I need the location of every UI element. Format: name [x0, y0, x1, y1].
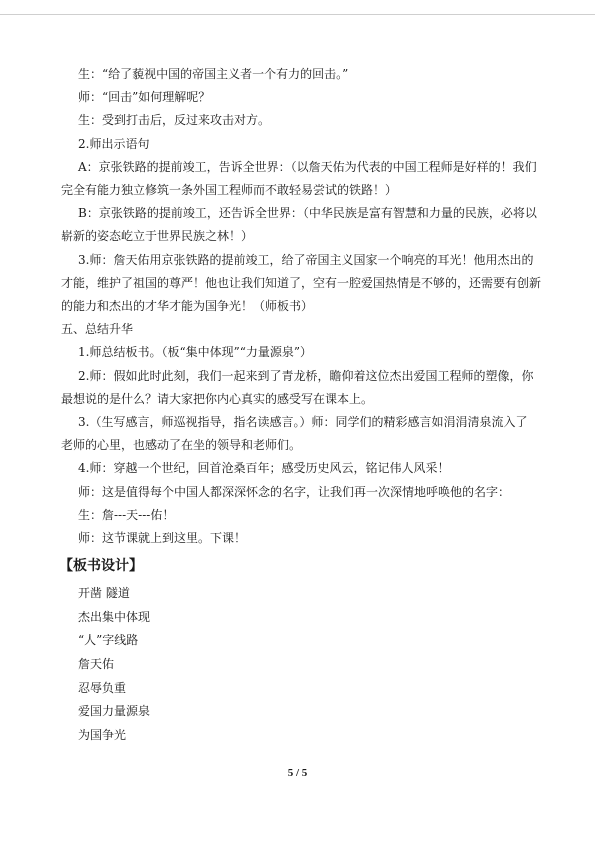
- board-design-line: 开凿 隧道: [78, 586, 130, 601]
- paragraph-line: 师：“回击”如何理解呢？: [78, 90, 211, 105]
- board-design-line: “人”字线路: [78, 633, 139, 648]
- paragraph-line: 才能，维护了祖国的尊严！他也让我们知道了，空有一腔爱国热情是不够的，还需要有创新: [61, 275, 542, 290]
- paragraph-line: 2.师出示语句: [78, 136, 150, 151]
- paragraph-line: 生：受到打击后，反过来攻击对方。: [78, 113, 271, 128]
- page-number: 5 / 5: [287, 767, 308, 779]
- paragraph-line: 师：这是值得每个中国人都深深怀念的名字，让我们再一次深情地呼唤他的名字：: [78, 484, 511, 499]
- header-rule: [0, 14, 595, 15]
- paragraph-line: 3.师：詹天佑用京张铁路的提前竣工，给了帝国主义国家一个响亮的耳光！他用杰出的: [78, 252, 534, 267]
- board-design-line: 爱国力量源泉: [78, 704, 151, 719]
- board-design-line: 杰出集中体现: [78, 609, 151, 624]
- paragraph-line: 3.（生写感言，师巡视指导，指名读感言。）师：同学们的精彩感言如涓涓清泉流入了: [78, 415, 528, 430]
- paragraph-line: B：京张铁路的提前竣工，还告诉全世界：（中华民族是富有智慧和力量的民族，必将以: [78, 206, 537, 221]
- board-design-list: [61, 582, 541, 747]
- paragraph-line: 4.师：穿越一个世纪，回首沧桑百年；感受历史风云，铭记伟人风采！: [78, 461, 450, 476]
- paragraph-line: 师：这节课就上到这里。下课！: [78, 531, 247, 546]
- paragraph-line: 的能力和杰出的才华才能为国争光！（师板书）: [61, 299, 314, 314]
- paragraph-line: 生：“给了藐视中国的帝国主义者一个有力的回击。”: [78, 67, 349, 81]
- paragraph-line: A：京张铁路的提前竣工，告诉全世界：（以詹天佑为代表的中国工程师是好样的！我们: [78, 159, 537, 174]
- paragraph-line: 2.师：假如此时此刻，我们一起来到了青龙桥，瞻仰着这位杰出爱国工程师的塑像，你: [78, 368, 534, 383]
- board-design-line: 为国争光: [78, 727, 127, 742]
- document-body: [61, 63, 541, 747]
- board-design-line: 詹天佑: [78, 657, 115, 672]
- paragraph-line: 老师的心里，也感动了在坐的领导和老师们。: [61, 438, 302, 453]
- paragraph-line: 崭新的姿态屹立于世界民族之林！）: [61, 229, 254, 244]
- paragraph-line: 最想说的是什么？请大家把你内心真实的感受写在课本上。: [61, 391, 374, 406]
- board-design-line: 忍辱负重: [78, 680, 127, 695]
- paragraph-line: 1.师总结板书。（板“集中体现”“力量源泉”）: [78, 345, 312, 360]
- paragraph-line: 完全有能力独立修筑一条外国工程师而不敢轻易尝试的铁路！）: [61, 183, 398, 198]
- paragraph-line: 五、总结升华: [61, 322, 134, 337]
- board-design-heading: 【板书设计】: [59, 558, 143, 575]
- paragraph-line: 生：詹---天---佑！: [78, 507, 175, 522]
- lesson-paragraphs: [61, 63, 541, 550]
